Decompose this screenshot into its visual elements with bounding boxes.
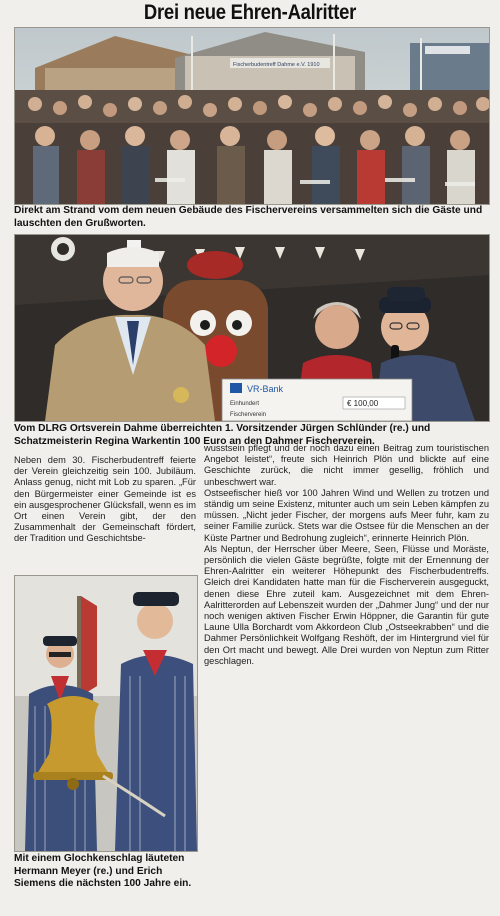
article-right-column: [204, 443, 489, 667]
check-bank-name: VR-Bank: [247, 384, 284, 394]
building-sign: Fischerbudentreff Dahme e.V. 1910: [233, 62, 320, 68]
bell-photo-illustration: [15, 576, 197, 851]
photo-crowd: [14, 27, 490, 205]
article-paragraph: Ostseefischer hieß vor 100 Jahren Wind und Wellen zu trotzen und ständig um seine Existenz, mitunter auch um sein Leben kämpfen zu müssen. „Nicht jeder Fischer, der morgens aufs Meer fuhr, kam zu seiner Familie zurück. Stets war die Ostsee für die Menschen an der Küste Partner und Bedrohung zugleich“, erinnerte Heinrich Plön.: [204, 487, 489, 543]
photo-bell: [14, 575, 198, 852]
article-paragraph: Als Neptun, der Herrscher über Meere, Seen, Flüsse und Moräste, persönlich die vielen Gäste begrüßte, folgte mit der Ernennung der Ehren-Aalritter ein weiterer Höhepunkt des Fischerbudentreffs. Gleich drei Kandidaten hatte man für die Fischerverein ausgeguckt, denen diese Ehre zuteil kam. Ausgezeichnet mit dem Ehren-Aalritterorden auf Lebenszeit wurden der „Dahmer Jung“ und der nur noch wenigen aktiven Fischer Erwin Höppner, die Garantin für gute Laune Ulla Borchardt vom Akkordeon Club „Ostseekrabben“ und die Dahmer Persönlichkeit Wolfgang Reshöft, der im Hintergrund viel für den Ort macht und bewegt. Alle Drei wurden von Neptun zum Ritter geschlagen.: [204, 543, 489, 666]
check-amount-words: Einhundert: [230, 401, 260, 407]
check-handover-illustration: [15, 235, 489, 421]
crowd-photo-illustration: [15, 28, 489, 204]
article-left-column: [14, 455, 196, 545]
check-amount: € 100,00: [347, 399, 379, 408]
check-payee: Fischerverein: [230, 412, 267, 418]
headline: Drei neue Ehren-Aalritter: [143, 1, 357, 24]
photo-crowd-caption: Direkt am Strand vom dem neuen Gebäude des Fischervereins versammelten sich die Gäste und lauschten den Grußworten.: [14, 205, 483, 229]
photo-check-handover: [14, 234, 490, 422]
photo-check-caption: Vom DLRG Ortsverein Dahme überreichten 1. Vorsitzender Jürgen Schlünder (re.) und Schatzmeisterin Regina Warkentin 100 Euro an den Dahmer Fischerverein.: [14, 423, 431, 447]
article-paragraph: Neben dem 30. Fischerbudentreff feierte der Verein gleichzeitig sein 100. Jubiläum. Anlass genug, nicht mit Lob zu sparen. „Für den Bürgermeister einer Gemeinde ist es ein ausgesprochener Glücksfall, wenn es im Ort einen Verein gibt, der den Zusammenhalt der Gemeinschaft fördert, der Tradition und Geschichtsbe-: [14, 455, 196, 544]
photo-bell-caption: Mit einem Glochkenschlag läuteten Hermann Meyer (re.) und Erich Siemens die nächsten 100 Jahre ein.: [14, 853, 192, 889]
article-paragraph: wusstsein pflegt und der noch dazu einen Beitrag zum touristischen Angebot leistet“, freute sich Heinrich Plön und blickte auf eine Geschichte zurück, die nicht immer gesellig, fröhlich und unbeschwert war.: [204, 443, 489, 487]
